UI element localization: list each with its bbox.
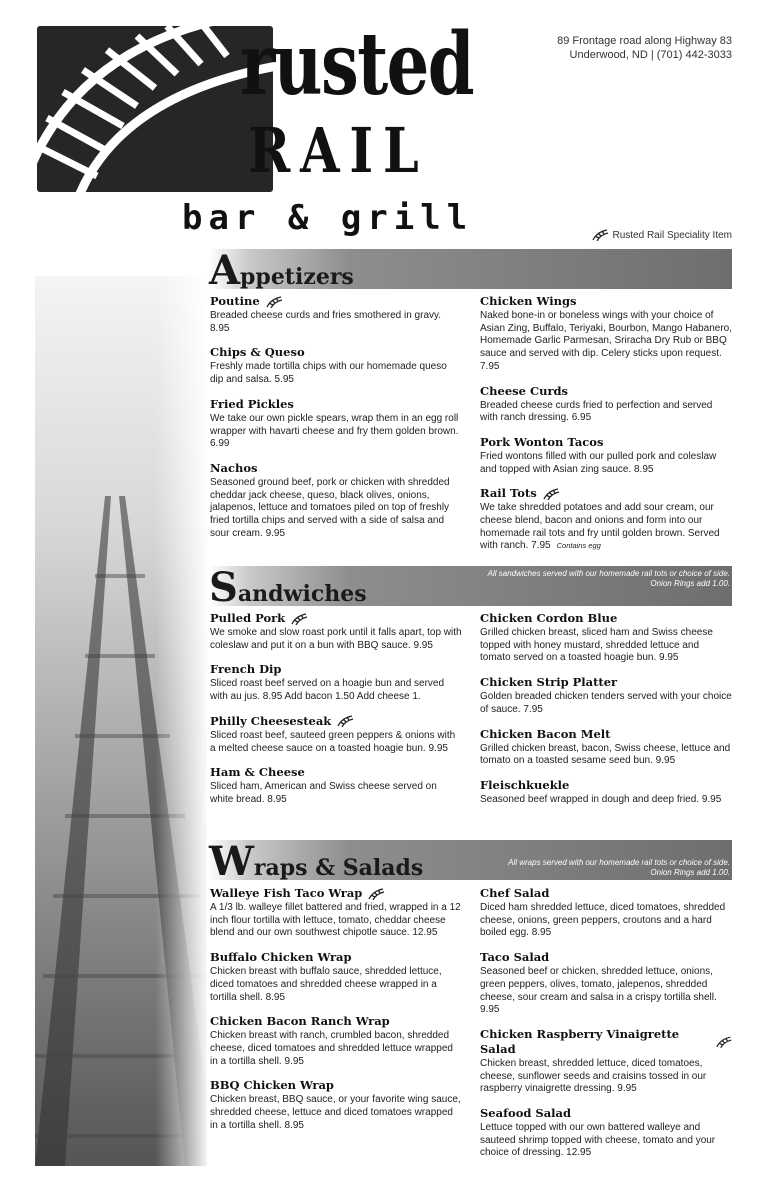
- item-name: Cheese Curds: [480, 383, 569, 398]
- item-description: Chicken breast, shredded lettuce, diced tomatoes, cheese, sunflower seeds and craisins tossed in our raspberry vinaigrette dressing. 9.95: [480, 1057, 707, 1095]
- menu-item: [480, 384, 732, 425]
- item-name: Fleischkuekle: [480, 777, 570, 792]
- item-description: Seasoned beef wrapped in dough and deep fried. 9.95: [480, 793, 722, 805]
- brand-tagline: bar & grill: [182, 198, 474, 238]
- wraps-right-column: [480, 886, 732, 1170]
- logo-graphic: [37, 26, 273, 192]
- address-line: 89 Frontage road along Highway 83: [557, 35, 732, 47]
- item-name: Rail Tots: [480, 486, 537, 501]
- address-block: [557, 34, 732, 62]
- wraps-side-note: All wraps served with our homemade rail tots or choice of side. Onion Rings add 1.00.: [508, 858, 730, 877]
- appetizers-title: Appetizers: [209, 247, 354, 294]
- item-name: Taco Salad: [480, 950, 550, 965]
- item-description: Golden breaded chicken tenders served with your choice of sauce. 7.95: [480, 691, 732, 715]
- item-description: We take shredded potatoes and add sour cream, our cheese blend, bacon and onions and form into our homemade rail tots and fry until golden brown. Served with ranch. 7.95: [480, 502, 720, 552]
- item-description: Chicken breast, BBQ sauce, or your favorite wing sauce, shredded cheese, lettuce and diced tomatoes wrapped in a tortilla shell. 8.95: [210, 1094, 461, 1131]
- appetizers-header: [209, 247, 732, 294]
- item-name: Fried Pickles: [210, 396, 294, 411]
- menu-item: [480, 486, 732, 553]
- brand-name-rusted: rusted: [240, 14, 474, 115]
- rail-track-icon: [591, 229, 609, 241]
- item-name: Chicken Bacon Melt: [480, 726, 611, 741]
- item-description: Seasoned beef or chicken, shredded lettuce, onions, green peppers, olives, tomato, jalepenos, shredded cheese, sour cream and salsa in a crispy tortilla shell. 9.95: [480, 966, 717, 1016]
- item-name: Nachos: [210, 460, 258, 475]
- item-description: Chicken breast with buffalo sauce, shredded lettuce, diced tomatoes and shredded cheese wrapped in a tortilla shell. 8.95: [210, 966, 442, 1003]
- menu-item: [210, 1078, 462, 1132]
- wraps-salads-header: [209, 838, 732, 885]
- menu-item: [480, 950, 732, 1017]
- item-description: Naked bone-in or boneless wings with your choice of Asian Zing, Buffalo, Teriyaki, Bourbon, Mango Habanero, Homemade Garlic Parmesan, Sriracha Dry Rub or BBQ sauce and served with dip. Celery sticks upon request. 7.95: [480, 310, 733, 372]
- item-name: Chips & Queso: [210, 345, 305, 360]
- sandwiches-left-column: [210, 611, 462, 817]
- item-description: Lettuce topped with our own battered walleye and sauteed shrimp topped with cheese, tomato and your choice of dressing. 12.95: [480, 1122, 716, 1159]
- sandwiches-right-column: [480, 611, 732, 817]
- item-name: Chicken Strip Platter: [480, 675, 618, 690]
- item-description: Breaded cheese curds fried to perfection and served with ranch dressing. 6.95: [480, 399, 713, 424]
- menu-item: [480, 675, 732, 716]
- menu-item: [480, 727, 732, 768]
- rail-track-icon: [715, 1036, 732, 1048]
- menu-item: [480, 778, 732, 807]
- item-description: Diced ham shredded lettuce, diced tomatoes, shredded cheese, onions, green peppers, croutons and a hard boiled egg. 8.95: [480, 902, 726, 939]
- menu-item: [210, 461, 462, 541]
- menu-item: [210, 950, 462, 1004]
- menu-item: [210, 714, 462, 755]
- address-phone: Underwood, ND | (701) 442-3033: [569, 49, 732, 61]
- specialty-legend-label: Rusted Rail Speciality Item: [612, 229, 732, 241]
- rail-track-icon: [336, 715, 354, 727]
- wraps-left-column: [210, 886, 462, 1142]
- menu-item: [210, 397, 462, 451]
- item-name: Chicken Raspberry Vinaigrette Salad: [480, 1026, 680, 1056]
- item-name: French Dip: [210, 662, 282, 677]
- allergen-note: Contains egg: [556, 541, 601, 551]
- menu-item: [480, 1106, 732, 1160]
- railroad-track-image: [35, 276, 207, 1166]
- menu-item: [480, 1027, 732, 1096]
- item-name: Poutine: [210, 294, 260, 308]
- item-description: Seasoned ground beef, pork or chicken with shredded cheddar jack cheese, queso, black olives, onions, jalapenos, lettuce and tomatoes piled on top of freshly fried tortilla chips and served with a side of salsa and sour cream. 9.95: [210, 476, 450, 539]
- item-description: Freshly made tortilla chips with our homemade queso dip and salsa. 5.95: [210, 361, 447, 386]
- item-description: Chicken breast with ranch, crumbled bacon, shredded cheese, diced tomatoes and shredded lettuce wrapped in a tortilla shell. 9.95: [210, 1030, 453, 1067]
- sandwiches-side-note: All sandwiches served with our homemade rail tots or choice of side. Onion Rings add 1.00.: [487, 569, 730, 588]
- item-name: BBQ Chicken Wrap: [210, 1078, 334, 1093]
- item-description: We smoke and slow roast pork until it falls apart, top with coleslaw and put it on a bun with BBQ sauce. 9.95: [210, 627, 462, 651]
- sandwiches-title: Sandwiches: [209, 564, 367, 611]
- menu-item: [210, 886, 462, 940]
- menu-item: [480, 435, 732, 476]
- appetizers-right-column: [480, 294, 732, 563]
- item-description: We take our own pickle spears, wrap them in an egg roll wrapper with havarti cheese and fry them golden brown. 6.99: [210, 412, 459, 450]
- rail-track-icon: [367, 888, 385, 900]
- item-name: Buffalo Chicken Wrap: [210, 950, 352, 965]
- rail-track-icon: [542, 488, 560, 500]
- item-description: Sliced ham, American and Swiss cheese served on white bread. 8.95: [210, 781, 437, 805]
- item-description: Grilled chicken breast, sliced ham and Swiss cheese topped with honey mustard, shredded lettuce and tomato served on a toasted hoagie bun. 9.95: [480, 627, 713, 664]
- menu-item: [480, 294, 732, 374]
- menu-item: [210, 662, 462, 703]
- menu-item: [210, 294, 462, 335]
- item-description: Fried wontons filled with our pulled pork and coleslaw and topped with Asian zing sauce. 8.95: [480, 450, 717, 475]
- item-description: Breaded cheese curds and fries smothered in gravy. 8.95: [210, 310, 442, 334]
- specialty-legend: [591, 229, 733, 241]
- item-name: Chicken Bacon Ranch Wrap: [210, 1014, 390, 1029]
- menu-item: [480, 886, 732, 940]
- item-name: Pork Wonton Tacos: [480, 434, 604, 449]
- item-name: Pulled Pork: [210, 611, 286, 625]
- item-name: Walleye Fish Taco Wrap: [210, 886, 363, 900]
- item-description: Grilled chicken breast, bacon, Swiss cheese, lettuce and tomato on a toasted sesame seed bun. 9.95: [480, 742, 731, 767]
- item-name: Seafood Salad: [480, 1106, 572, 1121]
- menu-item: [210, 1014, 462, 1068]
- rail-track-icon: [290, 613, 308, 625]
- menu-item: [210, 765, 462, 806]
- item-name: Chicken Wings: [480, 294, 577, 308]
- brand-name-rail: RAIL: [248, 114, 429, 187]
- item-name: Chicken Cordon Blue: [480, 611, 618, 625]
- menu-item: [210, 345, 462, 386]
- item-name: Chef Salad: [480, 886, 550, 900]
- item-description: Sliced roast beef, sauteed green peppers & onions with a melted cheese sauce on a toasted hoagie bun. 9.95: [210, 729, 456, 754]
- item-description: A 1/3 lb. walleye fillet battered and fried, wrapped in a 12 inch flour tortilla with lettuce, tomato, cheddar cheese blend and our own southwest chipotle sauce. 12.95: [210, 902, 461, 939]
- item-name: Philly Cheesesteak: [210, 713, 332, 728]
- wraps-salads-title: Wraps & Salads: [209, 838, 424, 885]
- menu-item: [480, 611, 732, 665]
- rail-track-icon: [265, 296, 283, 308]
- menu-item: [210, 611, 462, 652]
- appetizers-left-column: [210, 294, 462, 550]
- sandwiches-header: [209, 564, 732, 611]
- item-description: Sliced roast beef served on a hoagie bun and served with au jus. 8.95 Add bacon 1.50 Add cheese 1.: [210, 678, 445, 703]
- item-name: Ham & Cheese: [210, 765, 305, 780]
